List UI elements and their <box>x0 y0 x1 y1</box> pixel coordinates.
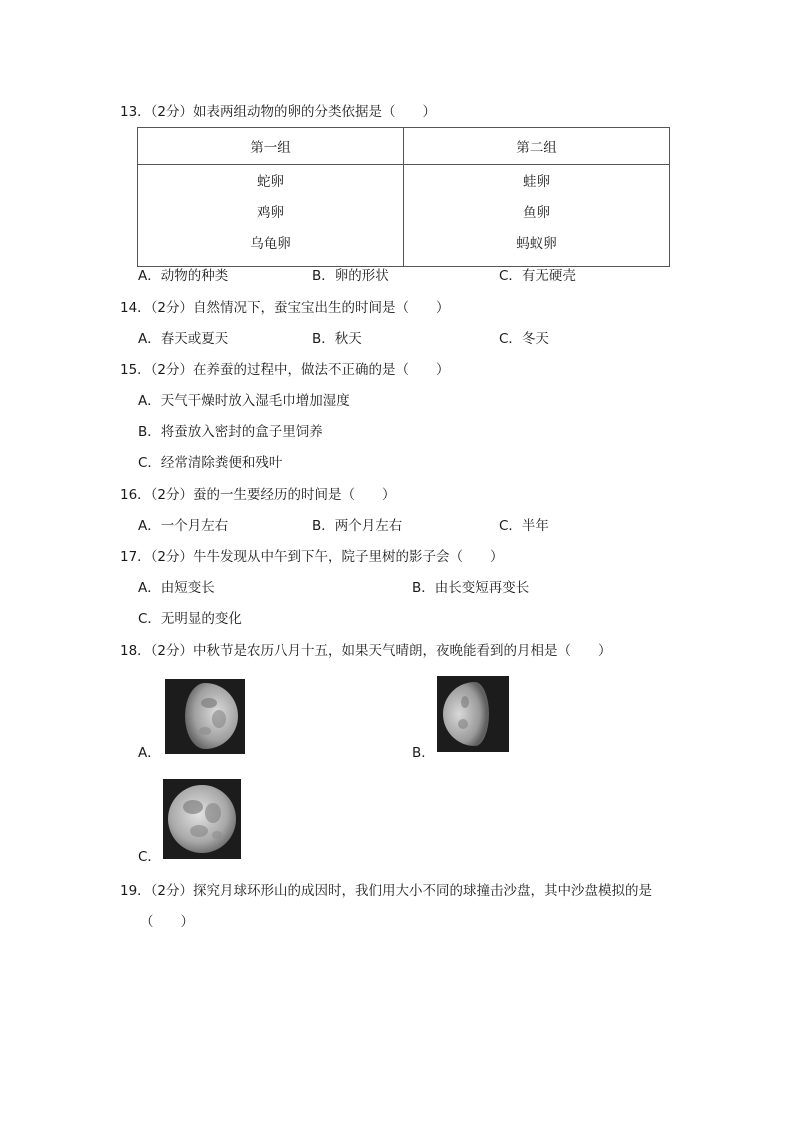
q18-option-b[interactable]: B． <box>412 745 435 761</box>
list-item: 鸡卵 <box>257 205 284 221</box>
q17-option-a[interactable]: A．由短变长 <box>138 580 215 596</box>
table-cell-group2 <box>404 165 670 267</box>
q17-stem: 17．（2分）牛牛发现从中午到下午，院子里树的影子会（ ） <box>120 549 504 565</box>
q14-option-a[interactable]: A．春天或夏天 <box>138 331 229 347</box>
table-header-group2: 第二组 <box>404 128 670 165</box>
list-item: 蚂蚁卵 <box>516 236 557 252</box>
q15-option-a[interactable]: A．天气干燥时放入湿毛巾增加湿度 <box>138 393 350 409</box>
list-item: 鱼卵 <box>523 205 550 221</box>
q16-option-c[interactable]: C．半年 <box>499 518 549 534</box>
q19-stem: 19．（2分）探究月球环形山的成因时，我们用大小不同的球撞击沙盘，其中沙盘模拟的是 <box>120 883 653 899</box>
q18-option-a[interactable]: A． <box>138 745 161 761</box>
q14-option-c[interactable]: C．冬天 <box>499 331 549 347</box>
q17-option-c[interactable]: C．无明显的变化 <box>138 611 242 627</box>
q13-option-a[interactable]: A．动物的种类 <box>138 268 229 284</box>
q13-stem: 13．（2分）如表两组动物的卵的分类依据是（ ） <box>120 104 437 120</box>
q16-stem: 16．（2分）蚕的一生要经历的时间是（ ） <box>120 487 396 503</box>
list-item: 蛙卵 <box>523 174 550 190</box>
q14-stem: 14．（2分）自然情况下，蚕宝宝出生的时间是（ ） <box>120 300 450 316</box>
q15-option-b[interactable]: B．将蚕放入密封的盒子里饲养 <box>138 424 323 440</box>
egg-classification-table <box>137 127 670 267</box>
q18-option-c[interactable]: C． <box>138 849 161 865</box>
q19-answer-blank[interactable]: （ ） <box>140 914 194 930</box>
q15-option-c[interactable]: C．经常清除粪便和残叶 <box>138 455 283 471</box>
full-moon-image[interactable] <box>163 779 241 859</box>
q14-option-b[interactable]: B．秋天 <box>312 331 362 347</box>
list-item: 乌龟卵 <box>250 236 291 252</box>
waning-crescent-moon-image[interactable] <box>437 676 509 752</box>
table-cell-group1 <box>138 165 404 267</box>
q16-option-a[interactable]: A．一个月左右 <box>138 518 229 534</box>
list-item: 蛇卵 <box>257 174 284 190</box>
waxing-gibbous-moon-image[interactable] <box>165 679 245 754</box>
q16-option-b[interactable]: B．两个月左右 <box>312 518 403 534</box>
q15-stem: 15．（2分）在养蚕的过程中，做法不正确的是（ ） <box>120 362 450 378</box>
q13-option-c[interactable]: C．有无硬壳 <box>499 268 576 284</box>
table-header-group1: 第一组 <box>138 128 404 165</box>
q18-stem: 18．（2分）中秋节是农历八月十五，如果天气晴朗，夜晚能看到的月相是（ ） <box>120 643 612 659</box>
q17-option-b[interactable]: B．由长变短再变长 <box>412 580 530 596</box>
q13-option-b[interactable]: B．卵的形状 <box>312 268 389 284</box>
